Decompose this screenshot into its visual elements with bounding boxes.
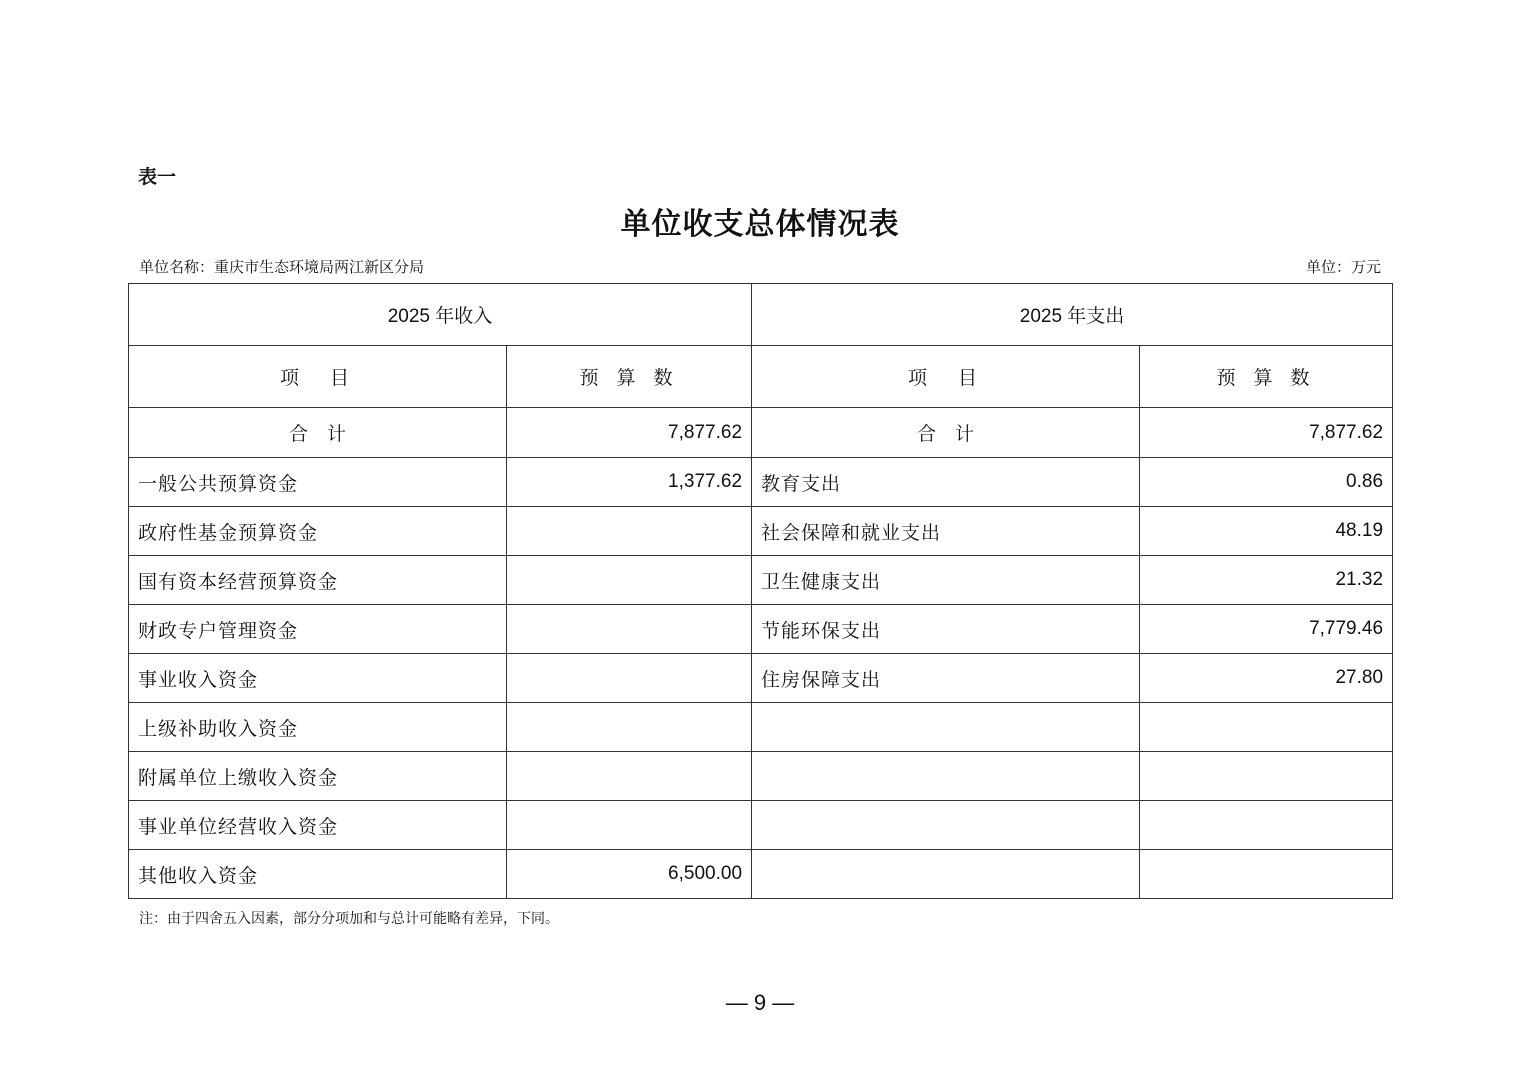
expense-item-cell: 社会保障和就业支出 xyxy=(752,507,1140,556)
income-value-cell xyxy=(507,605,752,654)
income-item-cell: 事业收入资金 xyxy=(129,654,507,703)
income-budget-header: 预 算 数 xyxy=(507,346,752,408)
footnote: 注：由于四舍五入因素，部分分项加和与总计可能略有差异，下同。 xyxy=(139,911,559,927)
expense-value-cell xyxy=(1140,752,1393,801)
income-item-cell: 事业单位经营收入资金 xyxy=(129,801,507,850)
income-value-cell xyxy=(507,801,752,850)
expense-item-cell xyxy=(752,703,1140,752)
expense-value-cell: 0.86 xyxy=(1140,458,1393,507)
table-row xyxy=(129,654,1393,703)
income-value-cell xyxy=(507,752,752,801)
income-value-cell: 6,500.00 xyxy=(507,850,752,899)
expense-item-cell: 住房保障支出 xyxy=(752,654,1140,703)
income-value-cell xyxy=(507,703,752,752)
table-row xyxy=(129,752,1393,801)
expense-value-cell xyxy=(1140,850,1393,899)
expense-value-cell xyxy=(1140,801,1393,850)
expense-total-label: 合 计 xyxy=(752,408,1140,458)
page-title: 单位收支总体情况表 xyxy=(620,207,900,242)
table-row xyxy=(129,801,1393,850)
income-item-cell: 政府性基金预算资金 xyxy=(129,507,507,556)
income-value-cell xyxy=(507,556,752,605)
income-item-cell: 其他收入资金 xyxy=(129,850,507,899)
table-header-row xyxy=(129,284,1393,346)
table-row xyxy=(129,507,1393,556)
table-row xyxy=(129,458,1393,507)
expense-budget-header: 预 算 数 xyxy=(1140,346,1393,408)
table-subheader-row xyxy=(129,346,1393,408)
income-value-cell xyxy=(507,654,752,703)
income-item-cell: 财政专户管理资金 xyxy=(129,605,507,654)
expense-value-cell: 21.32 xyxy=(1140,556,1393,605)
expense-item-cell xyxy=(752,850,1140,899)
expense-value-cell xyxy=(1140,703,1393,752)
unit-label: 单位：万元 xyxy=(1305,258,1381,276)
income-item-cell: 附属单位上缴收入资金 xyxy=(129,752,507,801)
budget-table xyxy=(128,283,1393,899)
expense-item-cell xyxy=(752,801,1140,850)
income-value-cell xyxy=(507,507,752,556)
expense-total-value: 7,877.62 xyxy=(1140,408,1393,458)
expense-item-cell xyxy=(752,752,1140,801)
expense-value-cell: 48.19 xyxy=(1140,507,1393,556)
expense-item-header: 项 目 xyxy=(752,346,1140,408)
page-number: — 9 — xyxy=(725,990,795,1015)
income-item-cell: 上级补助收入资金 xyxy=(129,703,507,752)
expense-item-cell: 教育支出 xyxy=(752,458,1140,507)
expense-item-cell: 卫生健康支出 xyxy=(752,556,1140,605)
income-total-value: 7,877.62 xyxy=(507,408,752,458)
expense-item-cell: 节能环保支出 xyxy=(752,605,1140,654)
table-row xyxy=(129,556,1393,605)
income-header: 2025 年收入 xyxy=(129,284,752,346)
income-value-cell: 1,377.62 xyxy=(507,458,752,507)
income-item-cell: 一般公共预算资金 xyxy=(129,458,507,507)
table-row xyxy=(129,703,1393,752)
expense-value-cell: 27.80 xyxy=(1140,654,1393,703)
unit-name: 单位名称：重庆市生态环境局两江新区分局 xyxy=(139,258,425,276)
income-item-cell: 国有资本经营预算资金 xyxy=(129,556,507,605)
income-total-label: 合 计 xyxy=(129,408,507,458)
table-label: 表一 xyxy=(138,166,177,188)
table-row xyxy=(129,850,1393,899)
total-row xyxy=(129,408,1393,458)
expense-value-cell: 7,779.46 xyxy=(1140,605,1393,654)
table-row xyxy=(129,605,1393,654)
income-item-header: 项 目 xyxy=(129,346,507,408)
expense-header: 2025 年支出 xyxy=(752,284,1393,346)
